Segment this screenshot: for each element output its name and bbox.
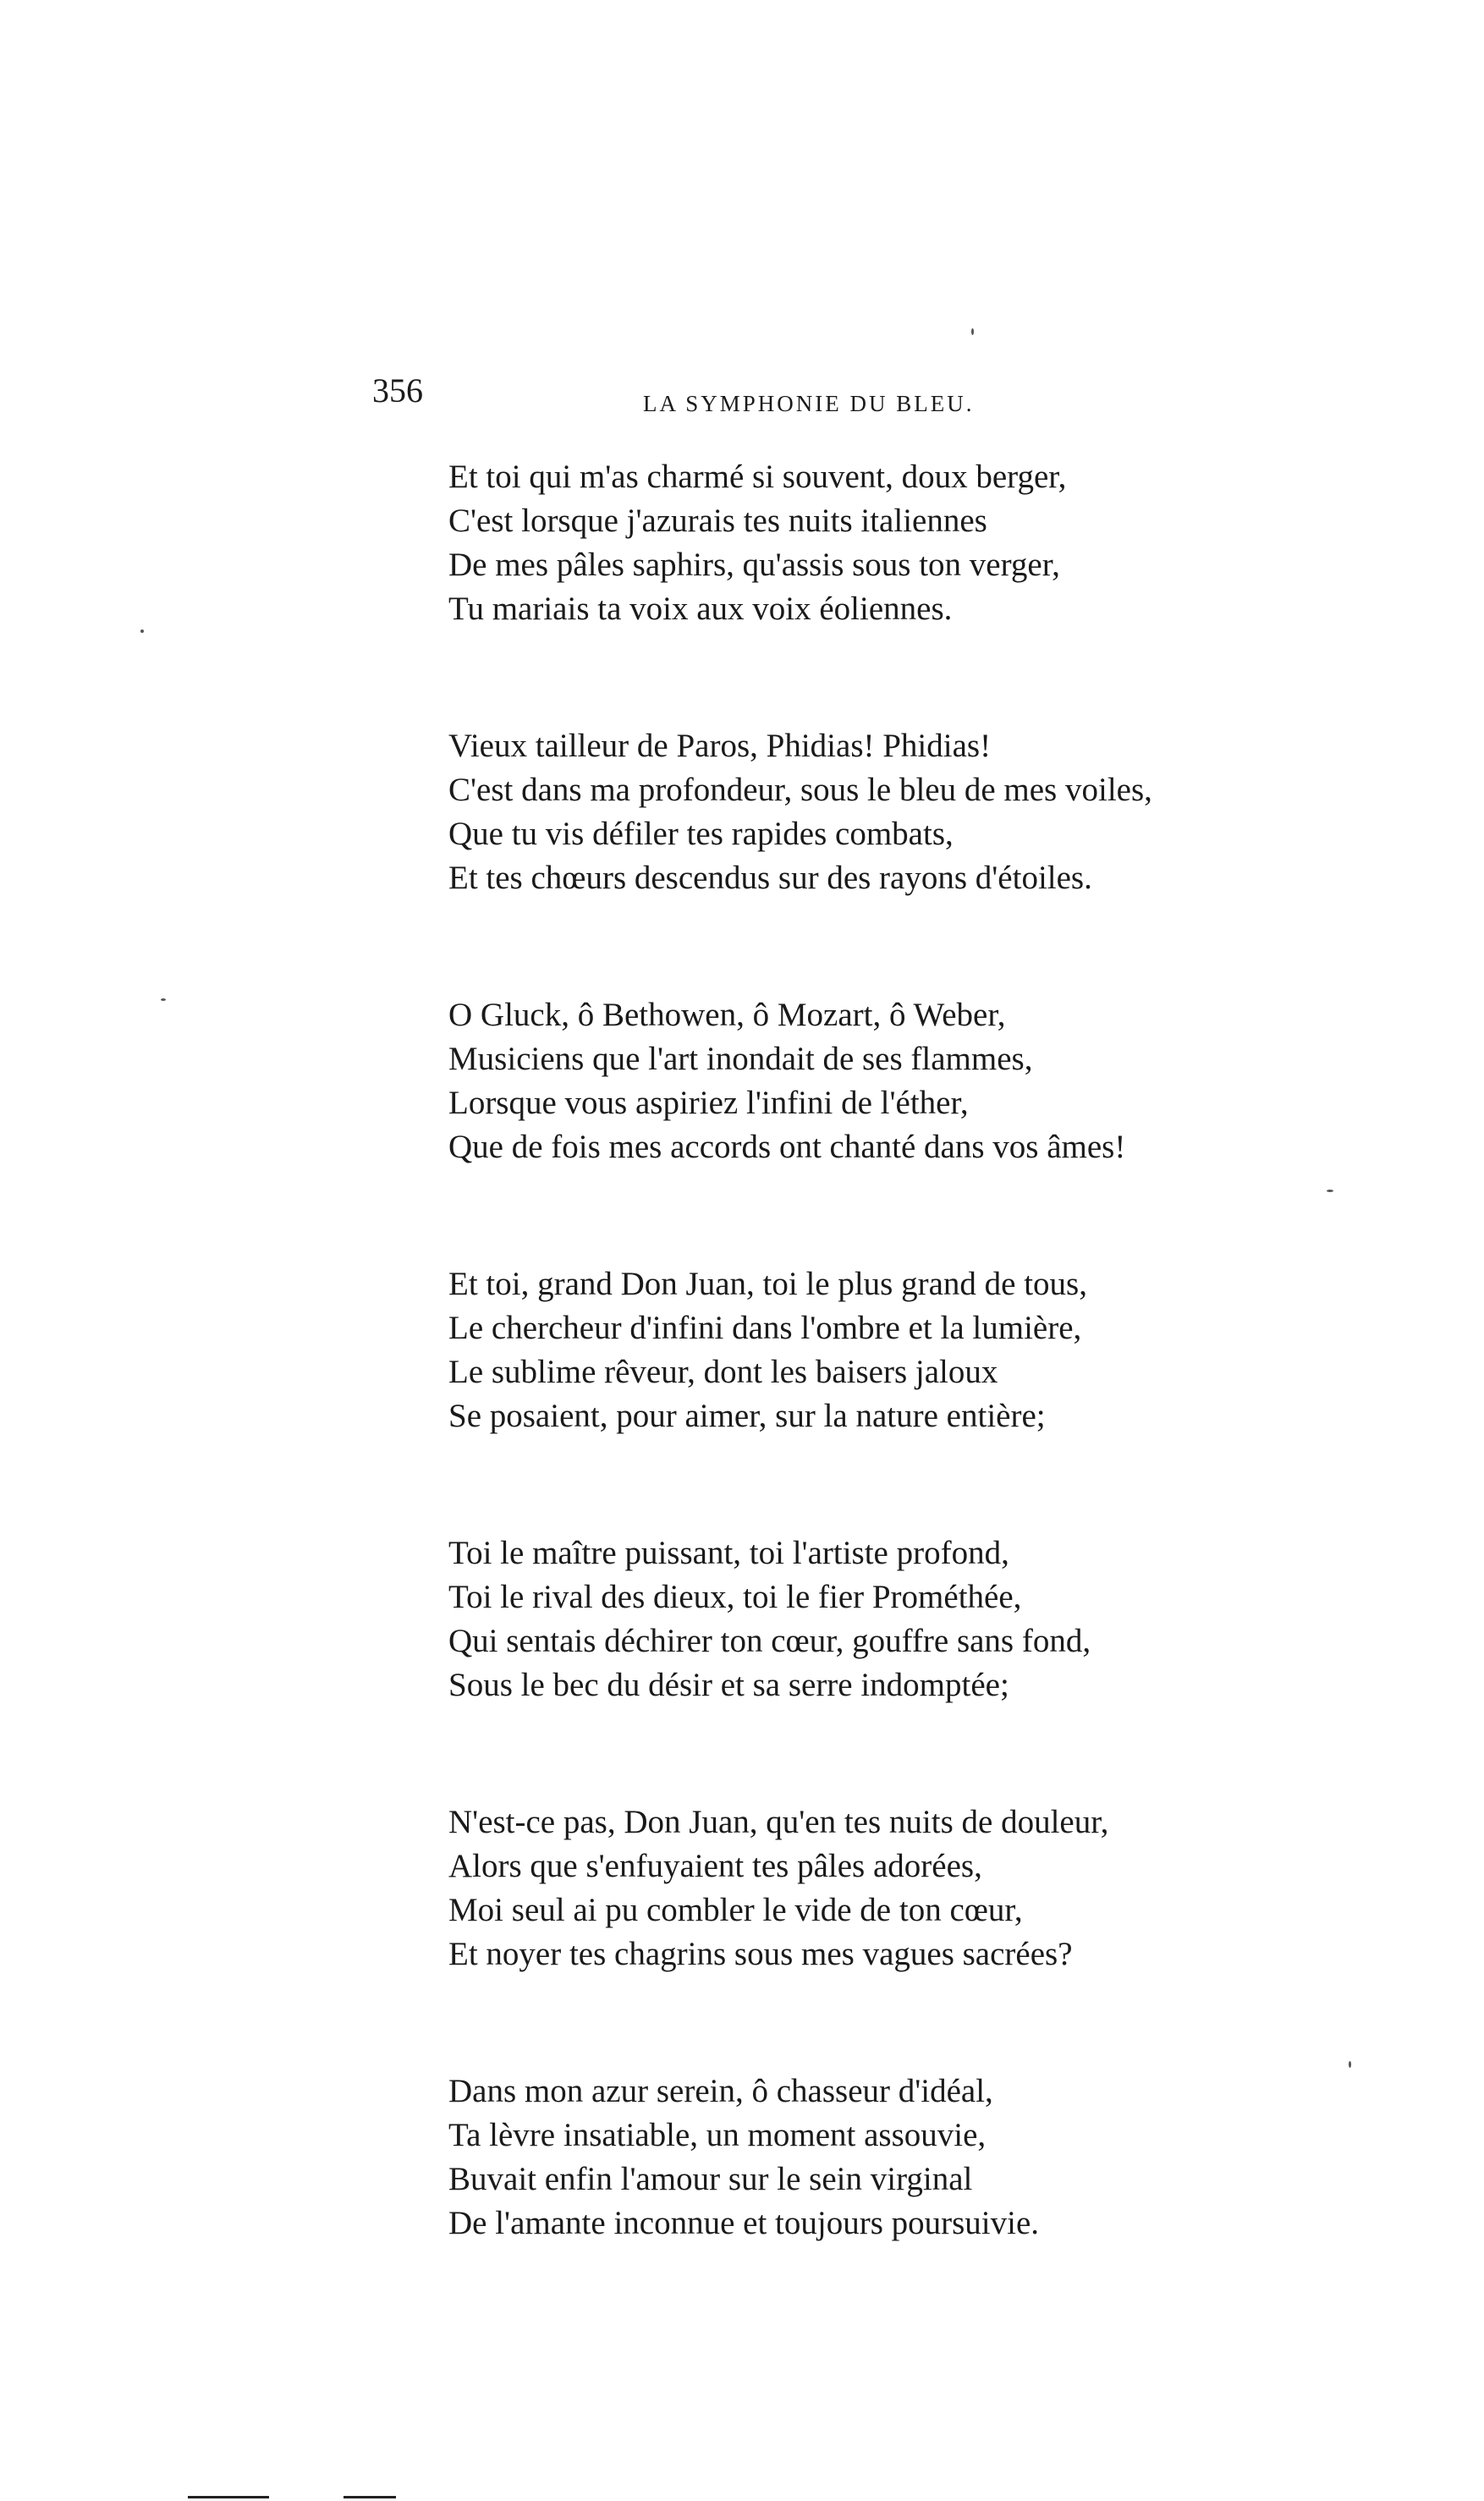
verse-line: Que de fois mes accords ont chanté dans vos âmes!: [448, 1129, 1126, 1165]
verse-line: Le chercheur d'infini dans l'ombre et la lumière,: [448, 1310, 1082, 1346]
stanza-6: [448, 1800, 1294, 1976]
verse-line: Alors que s'enfuyaient tes pâles adorées,: [448, 1848, 982, 1884]
verse-line: O Gluck, ô Bethowen, ô Mozart, ô Weber,: [448, 997, 1006, 1033]
scan-speck: [161, 998, 166, 1001]
verse-line: Le sublime rêveur, dont les baisers jaloux: [448, 1354, 998, 1390]
stanza-2: [448, 724, 1294, 900]
verse-line: Toi le rival des dieux, toi le fier Prométhée,: [448, 1579, 1022, 1615]
verse-line: Ta lèvre insatiable, un moment assouvie,: [448, 2117, 987, 2153]
scan-speck: [1327, 1190, 1333, 1192]
verse-line: Moi seul ai pu combler le vide de ton cœur,: [448, 1892, 1023, 1928]
verse-line: De l'amante inconnue et toujours poursuivie.: [448, 2205, 1040, 2241]
page-number: 356: [372, 371, 423, 410]
verse-line: Sous le bec du désir et sa serre indomptée;: [448, 1667, 1009, 1703]
bottom-rule: [188, 2496, 269, 2498]
verse-line: Se posaient, pour aimer, sur la nature entière;: [448, 1398, 1046, 1434]
stanza-1: [448, 455, 1294, 631]
verse-line: Et noyer tes chagrins sous mes vagues sacrées?: [448, 1936, 1073, 1972]
verse-line: C'est lorsque j'azurais tes nuits italiennes: [448, 503, 987, 539]
verse-line: Tu mariais ta voix aux voix éoliennes.: [448, 591, 953, 627]
verse-line: Vieux tailleur de Paros, Phidias! Phidias!: [448, 728, 992, 764]
verse-line: Qui sentais déchirer ton cœur, gouffre sans fond,: [448, 1623, 1091, 1659]
verse-line: Musiciens que l'art inondait de ses flammes,: [448, 1041, 1033, 1077]
verse-line: Et toi, grand Don Juan, toi le plus grand de tous,: [448, 1266, 1087, 1302]
verse-line: Toi le maître puissant, toi l'artiste profond,: [448, 1535, 1009, 1571]
verse-line: N'est-ce pas, Don Juan, qu'en tes nuits de douleur,: [448, 1804, 1109, 1840]
stanza-7: [448, 2070, 1294, 2245]
stanza-4: [448, 1262, 1294, 1438]
scan-speck: [1349, 2061, 1351, 2068]
scan-speck: [140, 629, 144, 633]
poem: [448, 455, 1294, 2245]
verse-line: De mes pâles saphirs, qu'assis sous ton verger,: [448, 547, 1060, 583]
running-title: LA SYMPHONIE DU BLEU.: [643, 391, 975, 416]
verse-line: Et toi qui m'as charmé si souvent, doux berger,: [448, 459, 1067, 495]
verse-line: Dans mon azur serein, ô chasseur d'idéal,: [448, 2073, 993, 2109]
verse-line: Lorsque vous aspiriez l'infini de l'éther,: [448, 1085, 969, 1121]
verse-line: Que tu vis défiler tes rapides combats,: [448, 816, 954, 852]
verse-line: Et tes chœurs descendus sur des rayons d'étoiles.: [448, 860, 1092, 896]
stanza-5: [448, 1531, 1294, 1707]
stanza-3: [448, 993, 1294, 1169]
verse-line: C'est dans ma profondeur, sous le bleu de mes voiles,: [448, 772, 1152, 808]
scan-speck: [971, 328, 974, 335]
verse-line: Buvait enfin l'amour sur le sein virginal: [448, 2161, 973, 2197]
bottom-rule: [344, 2496, 396, 2498]
